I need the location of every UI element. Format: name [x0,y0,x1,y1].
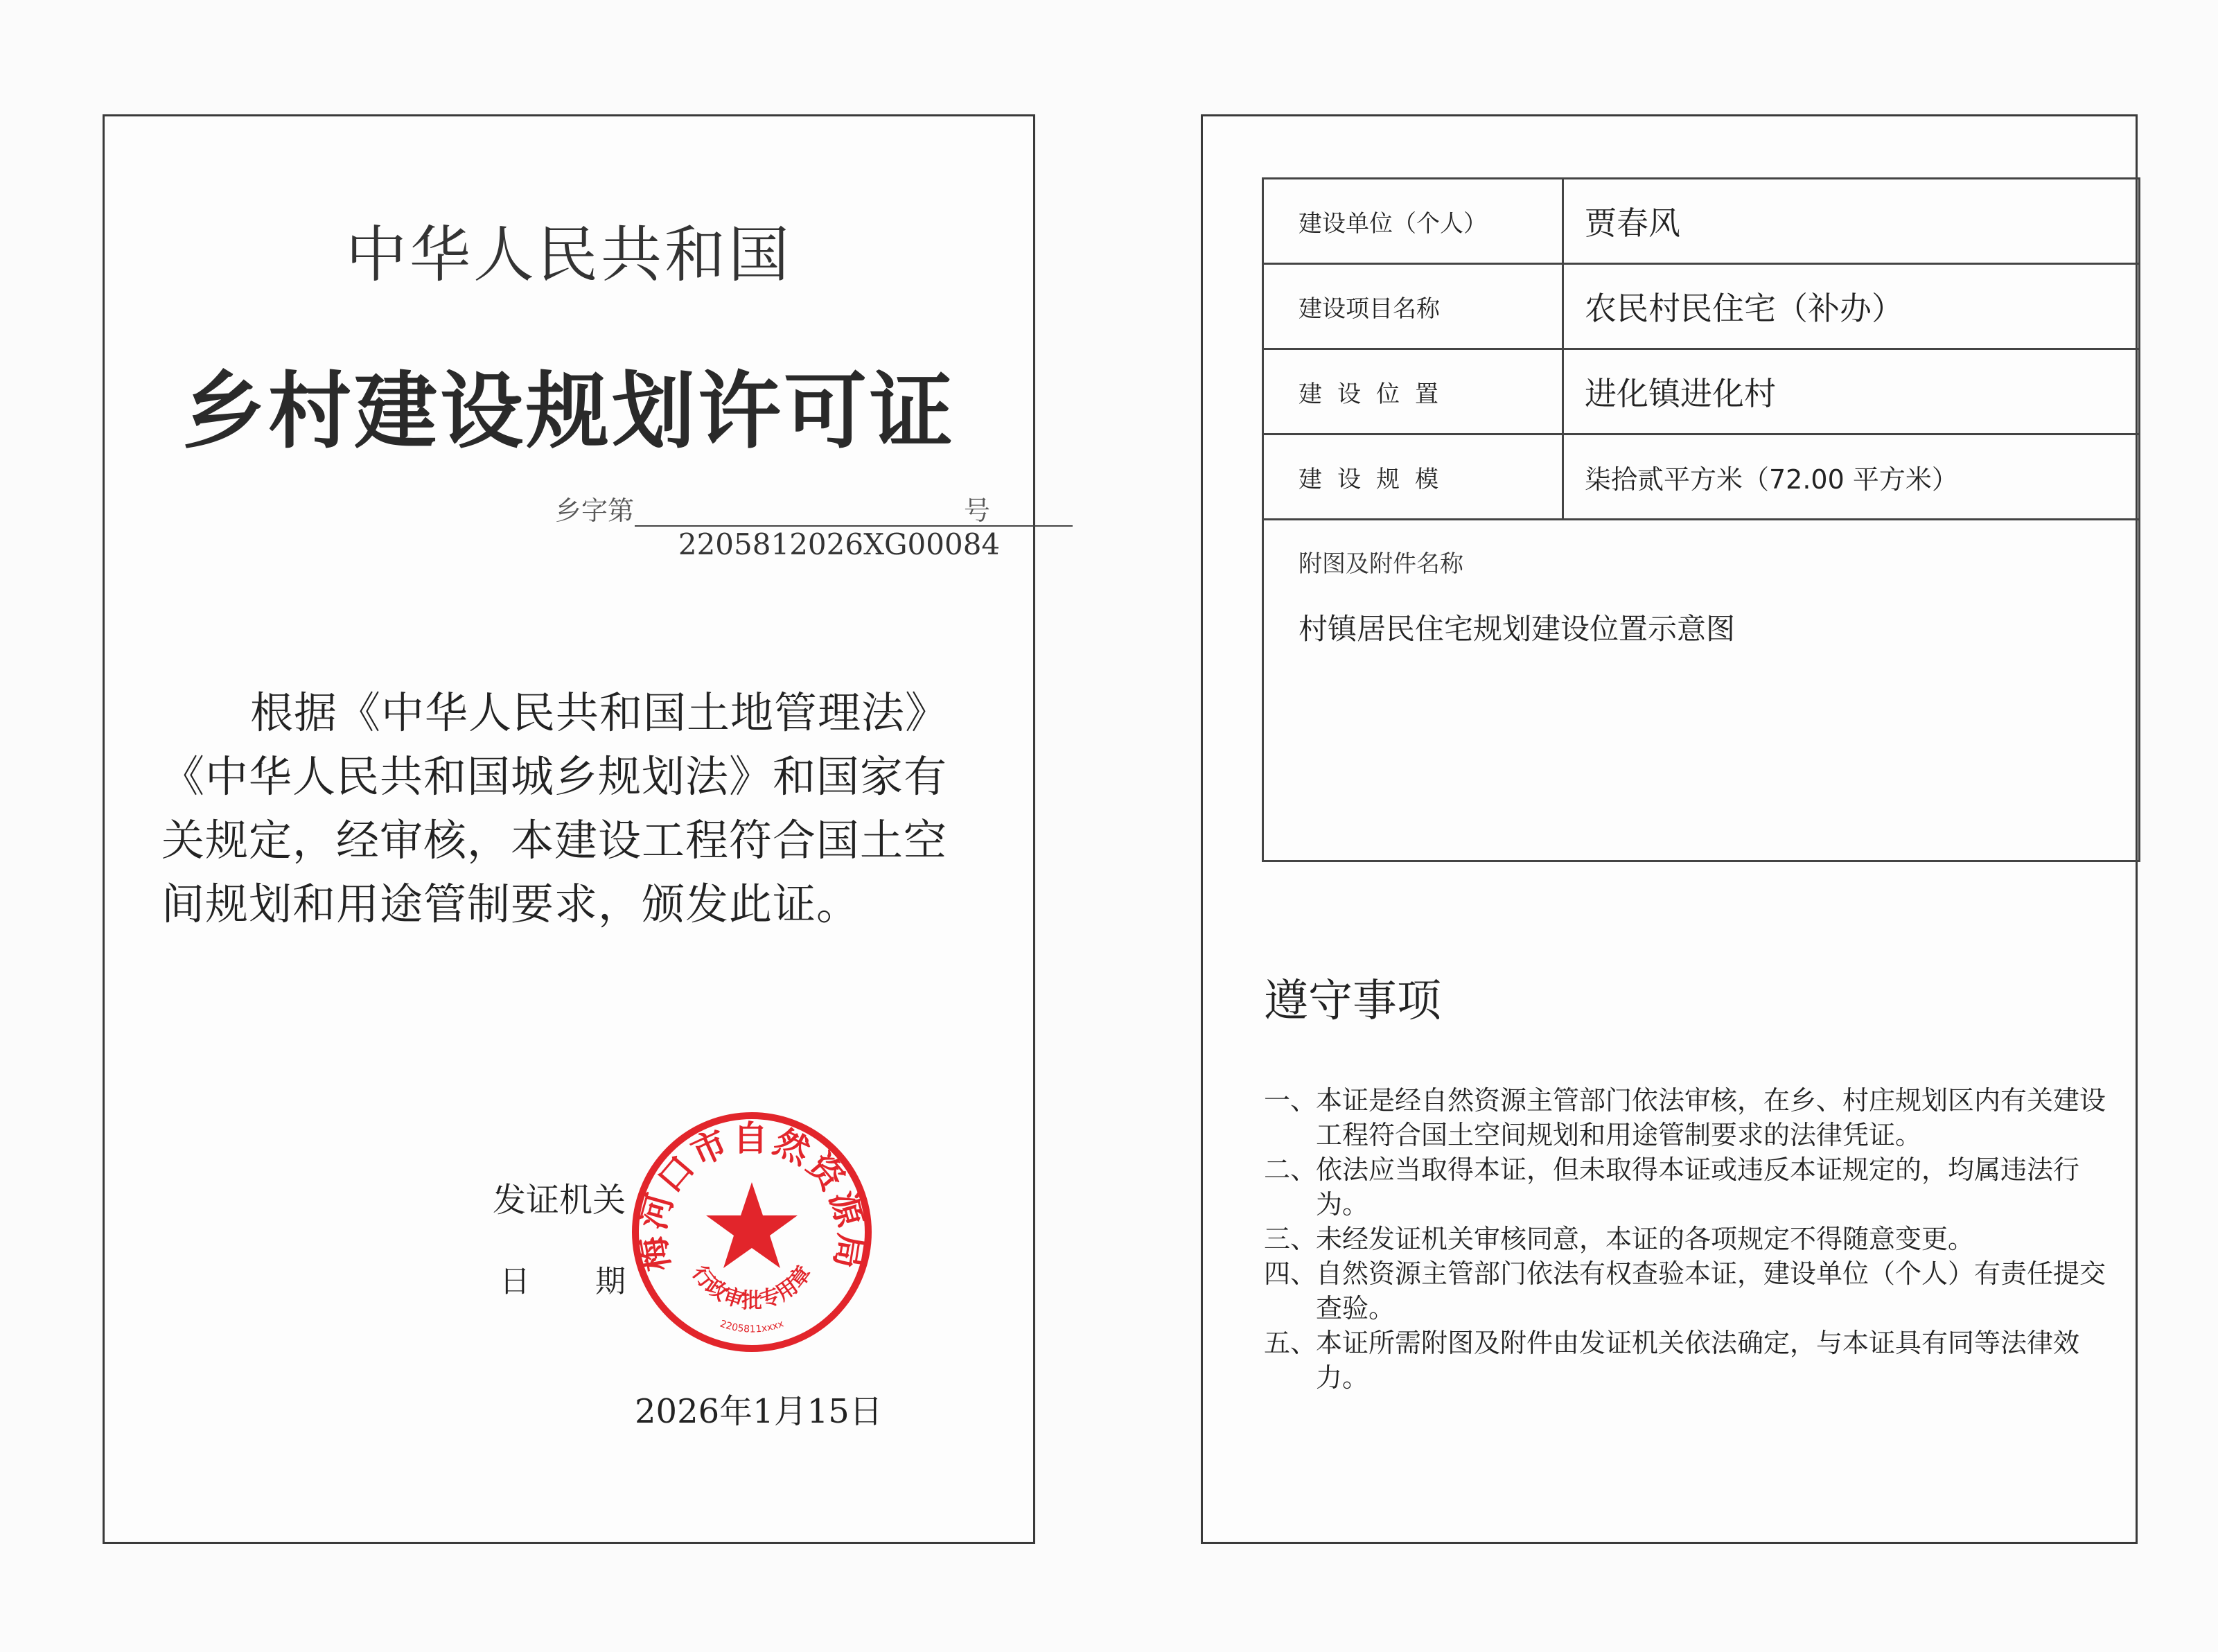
notes-heading: 遵守事项 [1264,976,1441,1027]
permit-title: 乡村建设规划许可证 [182,362,956,460]
attachment-value: 村镇居民住宅规划建设位置示意图 [1299,612,1736,646]
list-item [1264,1152,2131,1222]
seal-serial: 2205811xxxx [718,1318,786,1335]
note-text: 本证是经自然资源主管部门依法审核，在乡、村庄规划区内有关建设工程符合国土空间规划和用途管制要求的法律凭证。 [1316,1085,2106,1150]
row-value-project-name: 农民村民住宅（补办） [1563,264,2140,349]
note-number: 二、 [1264,1154,1317,1185]
project-info-table [1262,177,2140,862]
row-label-builder: 建设单位（个人） [1263,179,1563,264]
note-number: 三、 [1264,1224,1317,1254]
list-item [1264,1222,2131,1256]
table-row [1263,264,2140,349]
note-number: 一、 [1264,1085,1317,1116]
legal-basis-paragraph: 根据《中华人民共和国土地管理法》《中华人民共和国城乡规划法》和国家有关规定，经审核，本建设工程符合国土空间规划和用途管制要求，颁发此证。 [161,687,949,929]
certificate-details-page [1201,114,2138,1544]
row-value-builder: 贾春风 [1563,179,2140,264]
table-row [1263,179,2140,264]
attachment-cell [1263,520,2140,861]
note-text: 本证所需附图及附件由发证机关依法确定，与本证具有同等法律效力。 [1316,1328,2080,1393]
table-row [1263,434,2140,520]
date-label-second-char: 期 [595,1264,626,1299]
country-title: 中华人民共和国 [345,219,792,290]
notes-list [1264,1083,2131,1395]
note-text: 依法应当取得本证，但未取得本证或违反本证规定的，均属违法行为。 [1316,1154,2080,1220]
list-item [1264,1256,2131,1326]
note-number: 四、 [1264,1258,1317,1289]
row-label-scale: 建设规模 [1263,434,1563,520]
table-row [1263,520,2140,861]
certificate-number: 2205812026XG00084 [678,527,1001,561]
seal-sub-text: 行政审批专用章 [687,1261,817,1314]
row-label-project-name: 建设项目名称 [1263,264,1563,349]
number-underline [635,525,1073,527]
list-item [1264,1083,2131,1152]
row-label-location: 建设位置 [1263,349,1563,434]
row-value-location: 进化镇进化村 [1563,349,2140,434]
note-number: 五、 [1264,1328,1317,1358]
row-value-scale: 柒拾贰平方米（72.00 平方米） [1563,434,2140,520]
attachment-label: 附图及附件名称 [1299,550,1463,578]
certificate-front-page [103,114,1035,1544]
note-text: 未经发证机关审核同意，本证的各项规定不得随意变更。 [1316,1224,1975,1254]
date-label-first-char: 日 [500,1264,530,1299]
note-text: 自然资源主管部门依法有权查验本证，建设单位（个人）有责任提交查验。 [1316,1258,2106,1324]
official-seal-stamp [627,1107,877,1357]
seal-arc-text: 梅河口市自然资源局 [631,1118,872,1274]
list-item [1264,1326,2131,1395]
table-row [1263,349,2140,434]
seal-star-icon [706,1182,798,1268]
number-prefix: 乡字第 [555,495,635,526]
issue-date: 2026年1月15日 [635,1392,883,1431]
issuing-authority-label: 发证机关 [493,1181,626,1220]
number-suffix: 号 [964,495,991,526]
